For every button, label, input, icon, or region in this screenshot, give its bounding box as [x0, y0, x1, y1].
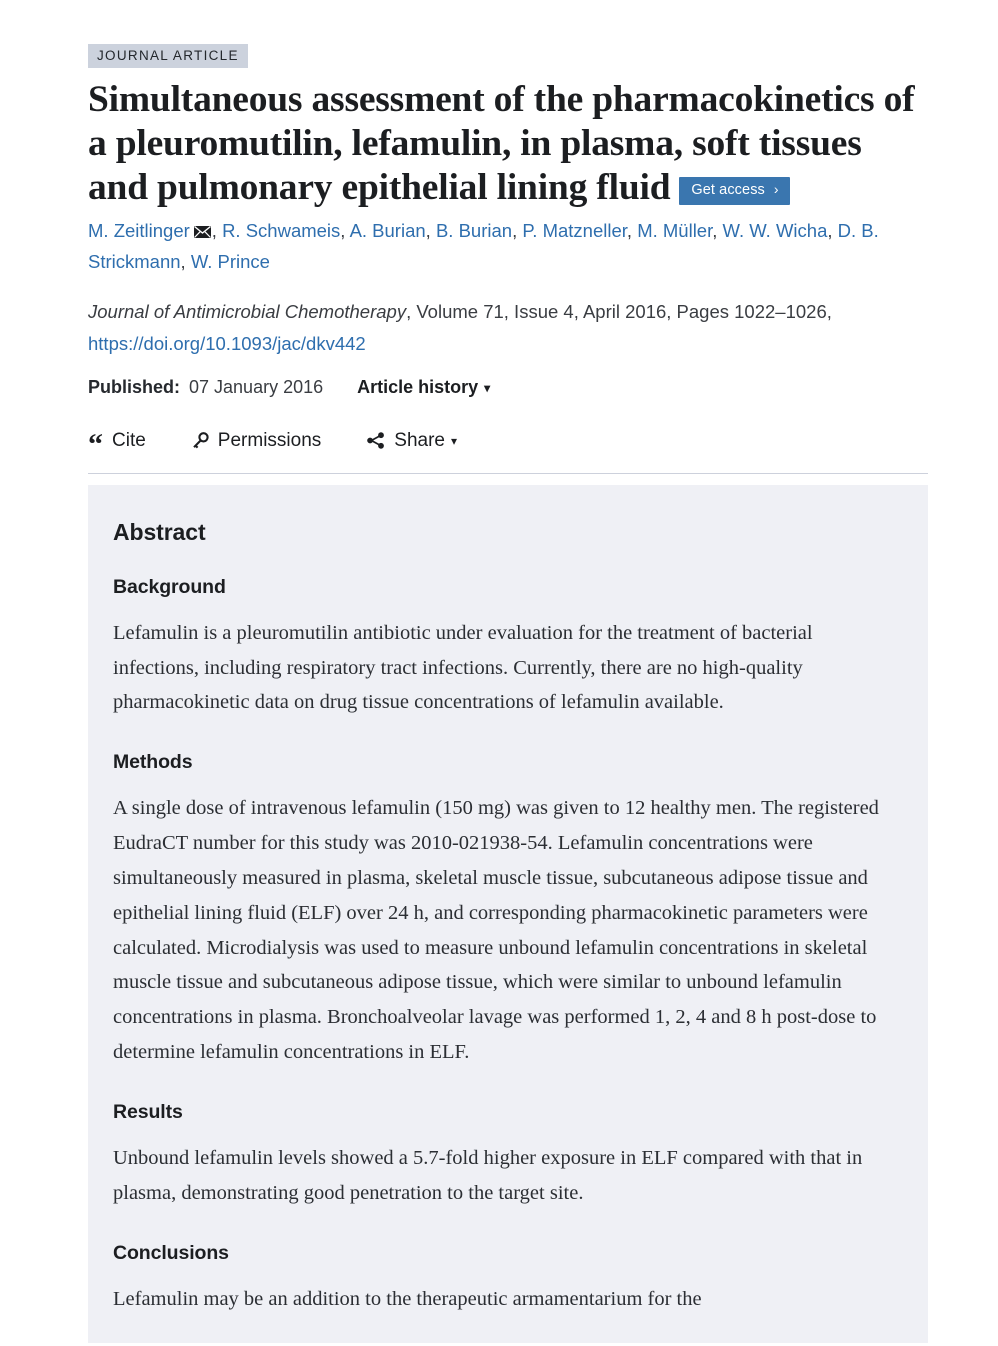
quote-icon: “	[88, 427, 103, 461]
share-icon	[367, 432, 385, 449]
article-history-toggle[interactable]	[357, 377, 490, 398]
author-separator: ,	[827, 220, 838, 242]
abstract-heading: Abstract	[113, 518, 206, 545]
key-icon	[192, 432, 209, 449]
abstract-section-body-results: Unbound lefamulin levels showed a 5.7‐fold higher exposure in ELF compared with that in plasma, demonstrating good penetration to the target site.	[113, 1147, 863, 1204]
citation-line	[88, 297, 928, 357]
permissions-label: Permissions	[217, 429, 322, 451]
journal-name: Journal of Antimicrobial Chemotherapy	[88, 301, 407, 323]
abstract-section-body-conclusions: Lefamulin may be an addition to the therapeutic armamentarium for the	[113, 1287, 702, 1310]
abstract-section-heading-methods: Methods	[113, 751, 193, 774]
citation-details: , Volume 71, Issue 4, April 2016, Pages 1022–1026,	[406, 301, 832, 323]
abstract-section-heading-background: Background	[113, 575, 226, 598]
author-separator: ,	[211, 220, 223, 242]
article-actions-toolbar	[88, 427, 928, 474]
abstract-section-body-background: Lefamulin is a pleuromutilin antibiotic under evaluation for the treatment of bacterial infections, including respiratory tract infections. Currently, there are no high‐quality pharmacokinetic data on drug tissue concentrations of lefamulin available.	[113, 621, 813, 714]
author-separator: ,	[626, 220, 638, 242]
author-link[interactable]: W. W. Wicha	[722, 220, 828, 242]
share-label: Share	[394, 429, 445, 451]
abstract-section-heading-results: Results	[113, 1101, 183, 1124]
abstract-inner	[88, 519, 928, 1317]
page-title	[88, 78, 928, 210]
author-separator: ,	[180, 251, 191, 273]
get-access-button[interactable]	[679, 177, 789, 205]
cite-button[interactable]	[88, 427, 146, 461]
abstract-panel	[88, 485, 928, 1343]
permissions-button[interactable]	[192, 430, 321, 452]
chevron-down-icon: ▾	[450, 433, 458, 448]
article-title-text: Simultaneous assessment of the pharmacokinetics of a pleuromutilin, lefamulin, in plasma, soft tissues and pulmonary epithelial lining fluid	[88, 79, 915, 209]
author-link[interactable]: D. B. Strickmann	[88, 220, 879, 273]
author-link[interactable]: M. Zeitlinger	[88, 220, 190, 242]
abstract-section-heading-conclusions: Conclusions	[113, 1241, 229, 1264]
published-row	[88, 377, 928, 398]
article-type-badge: JOURNAL ARTICLE	[88, 44, 248, 68]
abstract-section-body-methods: A single dose of intravenous lefamulin (150 mg) was given to 12 healthy men. The registered EudraCT number for this study was 2010‐021938‐54. Lefamulin concentrations were simultaneously measured in plasma, skeletal muscle tissue, subcutaneous adipose tissue and epithelial lining fluid (ELF) over 24 h, and corresponding pharmacokinetic parameters were calculated. Microdialysis was used to measure unbound lefamulin concentrations in skeletal muscle tissue and subcutaneous adipose tissue, which were similar to unbound lefamulin concentrations in plasma. Bronchoalveolar lavage was performed 1, 2, 4 and 8 h post‐dose to determine lefamulin concentrations in ELF.	[113, 797, 879, 1064]
author-link[interactable]: P. Matzneller	[522, 220, 627, 242]
author-link[interactable]: W. Prince	[190, 251, 270, 273]
published-label: Published:	[88, 376, 181, 397]
author-separator: ,	[340, 220, 350, 242]
envelope-icon[interactable]	[194, 217, 211, 247]
get-access-label: Get access	[691, 182, 765, 199]
doi-link[interactable]: https://doi.org/10.1093/jac/dkv442	[88, 332, 366, 354]
author-list	[88, 216, 928, 277]
chevron-down-icon: ▾	[484, 380, 491, 395]
share-button[interactable]	[367, 430, 457, 452]
author-link[interactable]: A. Burian	[349, 220, 426, 242]
published-date: 07 January 2016	[189, 376, 324, 397]
chevron-right-icon: ›	[773, 181, 779, 198]
author-link[interactable]: B. Burian	[435, 220, 513, 242]
author-separator: ,	[425, 220, 436, 242]
badge-row	[88, 44, 928, 68]
author-separator: ,	[512, 220, 523, 242]
article-history-label: Article history	[357, 376, 479, 397]
cite-label: Cite	[112, 429, 146, 451]
author-link[interactable]: M. Müller	[637, 220, 713, 242]
author-link[interactable]: R. Schwameis	[222, 220, 341, 242]
author-separator: ,	[712, 220, 723, 242]
